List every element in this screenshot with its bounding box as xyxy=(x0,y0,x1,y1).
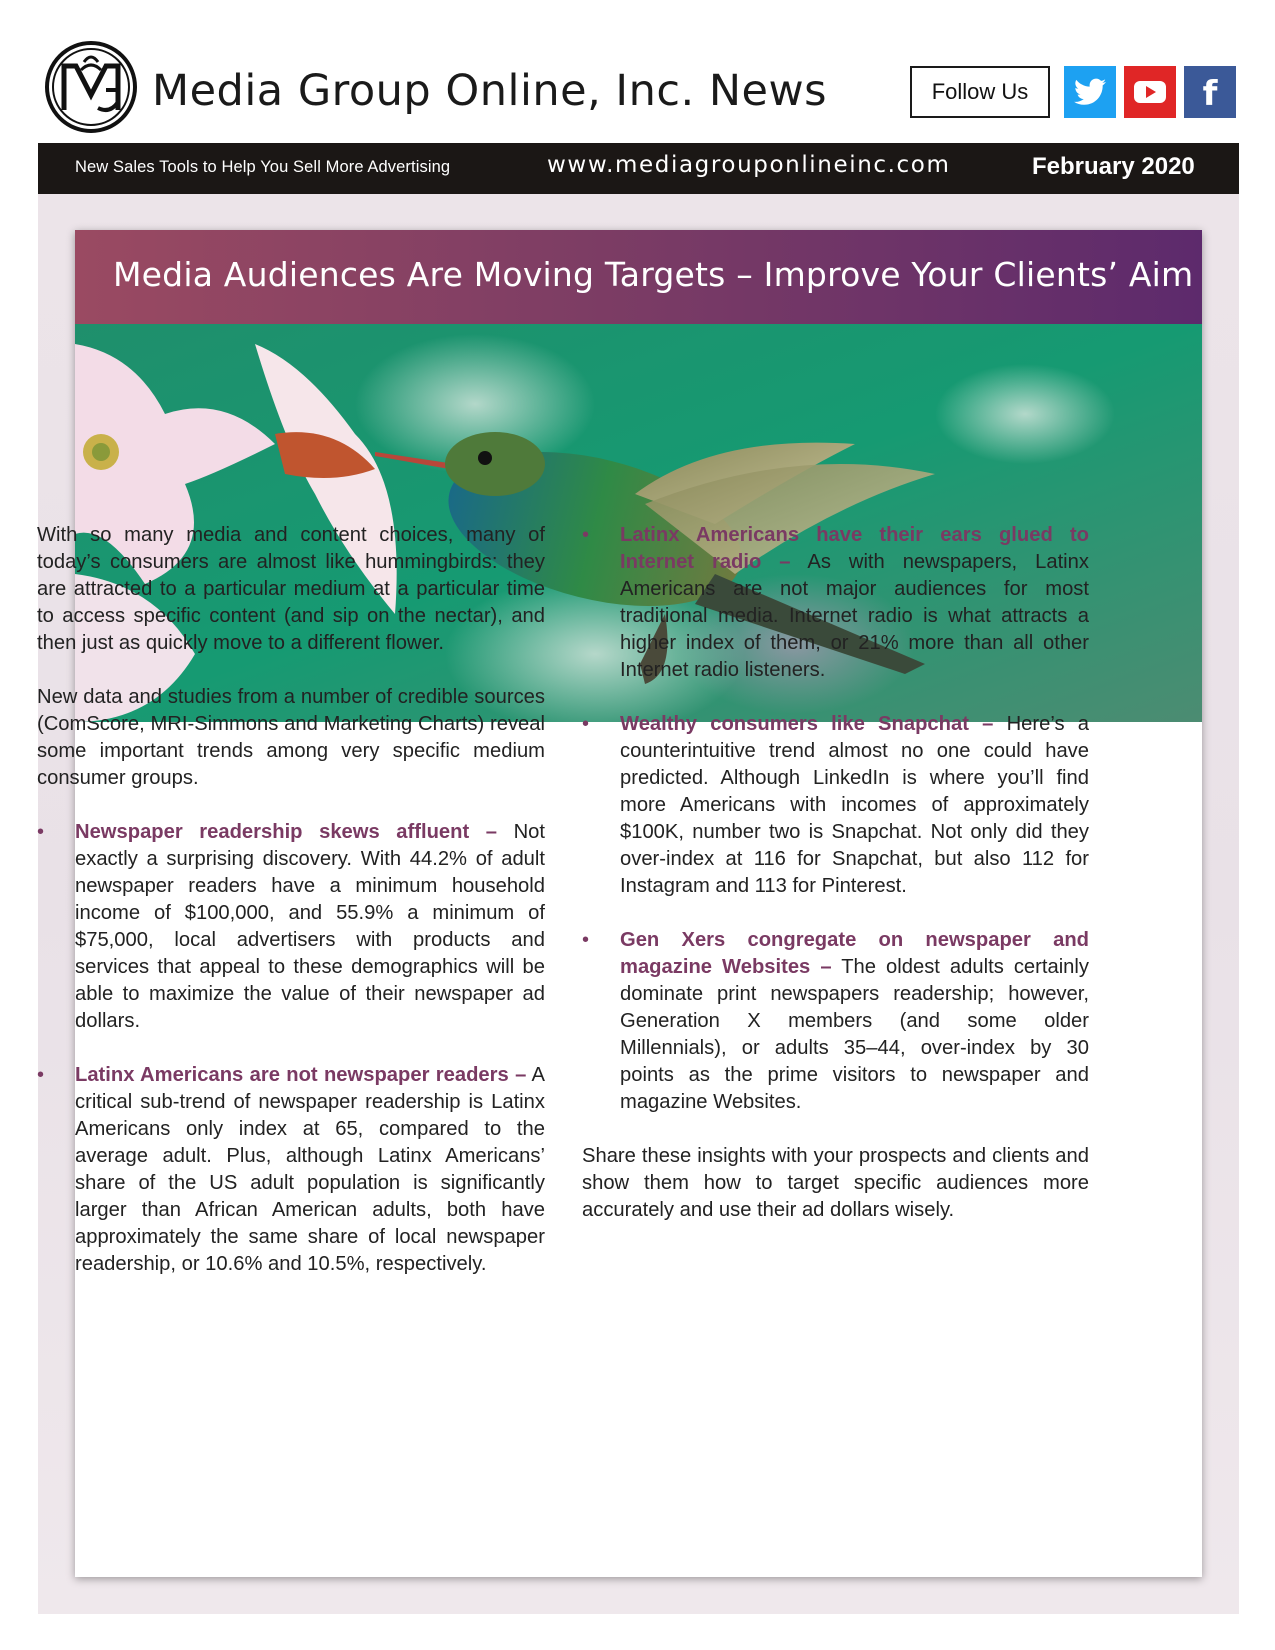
bullet-icon: • xyxy=(582,524,590,546)
facebook-icon[interactable]: f xyxy=(1184,66,1236,118)
youtube-icon[interactable] xyxy=(1124,66,1176,118)
list-item xyxy=(37,819,545,1035)
closing-paragraph: Share these insights with your prospects and clients and show them how to target specific audiences more accurately and use their ad dollars wisely. xyxy=(582,1145,1089,1221)
bullet-heading: Gen Xers congregate on newspaper and magazine Websites – xyxy=(620,929,1089,978)
article-banner xyxy=(75,230,1202,324)
bullet-text: As with newspapers, Latinx Americans are not major audiences for most traditional media. Internet radio is what attracts a higher index of them, or 21% more than all other Internet radio listeners. xyxy=(620,551,1089,681)
twitter-icon[interactable] xyxy=(1064,66,1116,118)
brand-title: Media Group Online, Inc. News xyxy=(152,66,828,116)
bullet-icon: • xyxy=(582,713,590,735)
list-item xyxy=(582,711,1089,900)
list-item xyxy=(37,1062,545,1278)
bullet-text: The oldest adults certainly dominate print newspapers readership; however, Generation X members (and some older Millennials), or adults 35–44, over-index by 30 points as the prime visitors to newspaper and magazine Websites. xyxy=(620,956,1089,1113)
list-item xyxy=(582,927,1089,1116)
bullet-heading: Wealthy consumers like Snapchat – xyxy=(620,713,994,735)
bullet-icon: • xyxy=(37,1064,45,1086)
info-bar xyxy=(38,143,1239,194)
bullet-text: Not exactly a surprising discovery. With 44.2% of adult newspaper readers have a minimum household income of $100,000, and 55.9% a minimum of $75,000, local advertisers with products and services that appeal to these demographics will be able to maximize the value of their newspaper ad dollars. xyxy=(75,821,545,1032)
list-item xyxy=(582,522,1089,684)
left-column xyxy=(37,522,545,1305)
intro-paragraph-2: New data and studies from a number of credible sources (ComScore, MRI-Simmons and Marketing Charts) reveal some important trends among very specific medium consumer groups. xyxy=(37,686,545,789)
tagline: New Sales Tools to Help You Sell More Advertising xyxy=(75,158,451,176)
bullet-text: Here’s a counterintuitive trend almost no one could have predicted. Although LinkedIn is where you’ll find more Americans with incomes of approximately $100K, number two is Snapchat. Not only did they over-index at 116 for Snapchat, but also 112 for Instagram and 113 for Pinterest. xyxy=(620,713,1089,897)
bullet-icon: • xyxy=(582,929,590,951)
right-column xyxy=(582,522,1089,1251)
bullet-heading: Newspaper readership skews affluent – xyxy=(75,821,497,843)
article-title: Media Audiences Are Moving Targets – Improve Your Clients’ Aim xyxy=(113,255,1194,294)
company-logo[interactable] xyxy=(44,40,138,134)
page-header xyxy=(38,36,1238,142)
bullet-icon: • xyxy=(37,821,45,843)
bullet-heading: Latinx Americans have their ears glued to Internet radio – xyxy=(620,524,1089,573)
follow-us-label: Follow Us xyxy=(910,66,1050,118)
intro-paragraph: With so many media and content choices, many of today’s consumers are almost like hummingbirds: they are attracted to a particular medium at a particular time to access specific content (and sip on the nectar), and then just as quickly move to a different flower. xyxy=(37,524,545,654)
bullet-heading: Latinx Americans are not newspaper readers – xyxy=(75,1064,527,1086)
issue-date: February 2020 xyxy=(1032,153,1195,180)
website-link[interactable]: www.mediagrouponlineinc.com xyxy=(547,152,951,178)
bullet-text: A critical sub-trend of newspaper readership is Latinx Americans only index at 65, compared to the average adult. Plus, although Latinx Americans’ share of the US adult population is significantly larger than African American adults, both have approximately the same share of local newspaper readership, or 10.6% and 10.5%, respectively. xyxy=(75,1064,545,1275)
